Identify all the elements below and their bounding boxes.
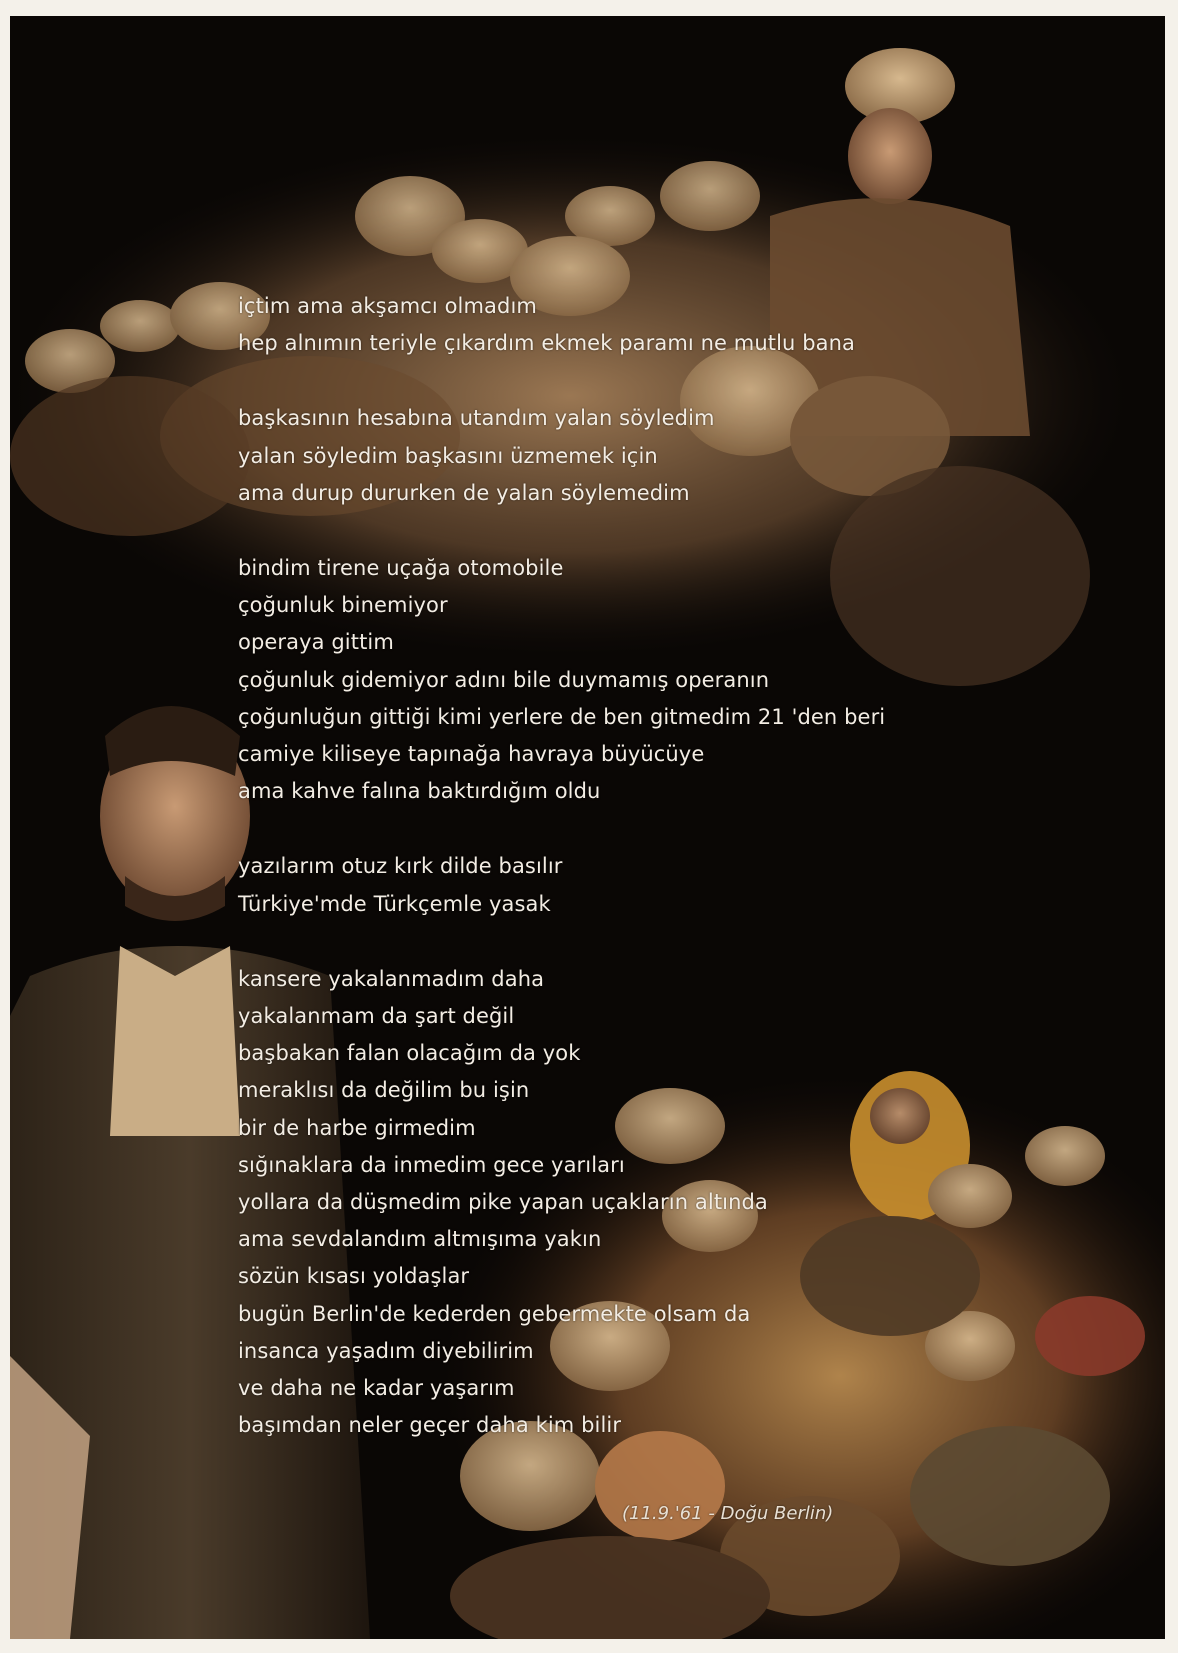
poem-line: hep alnımın teriyle çıkardım ekmek paramı ne mutlu bana	[238, 331, 856, 356]
poem-text	[238, 288, 938, 1482]
poem-line: ama sevdalandım altmışıma yakın	[238, 1227, 602, 1252]
poem-line: ve daha ne kadar yaşarım	[238, 1376, 515, 1401]
poem-line: bugün Berlin'de kederden gebermekte olsam da	[238, 1301, 751, 1326]
stanza	[238, 848, 938, 922]
poem-line: yalan söyledim başkasını üzmemek için	[238, 443, 658, 468]
poem-line: sığınaklara da inmedim gece yarıları	[238, 1152, 625, 1177]
stanza	[238, 288, 938, 362]
poem-line: başımdan neler geçer daha kim bilir	[238, 1413, 622, 1438]
poem-line: bindim tirene uçağa otomobile	[238, 556, 564, 581]
poem-line: yollara da düşmedim pike yapan uçakların altında	[238, 1190, 768, 1215]
stanza	[238, 550, 938, 810]
poem-line: operaya gittim	[238, 630, 394, 655]
poem-line: başkasının hesabına utandım yalan söyledim	[238, 406, 715, 431]
poem-line: yakalanmam da şart değil	[238, 1004, 515, 1029]
poem-line: Türkiye'mde Türkçemle yasak	[238, 891, 551, 916]
poem-line: yazılarım otuz kırk dilde basılır	[238, 854, 563, 879]
stanza	[238, 961, 938, 1445]
poem-line: içtim ama akşamcı olmadım	[238, 294, 537, 318]
poem-line: çoğunluk binemiyor	[238, 593, 448, 618]
poem-line: başbakan falan olacağım da yok	[238, 1041, 581, 1066]
poem-line: ama kahve falına baktırdığım oldu	[238, 779, 601, 804]
poem-line: insanca yaşadım diyebilirim	[238, 1338, 534, 1363]
poem-line: çoğunluk gidemiyor adını bile duymamış operanın	[238, 667, 770, 692]
poem-line: ama durup dururken de yalan söylemedim	[238, 480, 690, 505]
poem-line: meraklısı da değilim bu işin	[238, 1078, 530, 1103]
poem-line: camiye kiliseye tapınağa havraya büyücüye	[238, 742, 705, 767]
poem-line: bir de harbe girmedim	[238, 1115, 476, 1140]
poem-signature: (11.9.'61 - Doğu Berlin)	[622, 1503, 834, 1524]
stanza	[238, 400, 938, 512]
poem-line: kansere yakalanmadım daha	[238, 966, 545, 991]
poem-line: sözün kısası yoldaşlar	[238, 1264, 470, 1289]
poem-line: çoğunluğun gittiği kimi yerlere de ben gitmedim 21 'den beri	[238, 704, 886, 729]
